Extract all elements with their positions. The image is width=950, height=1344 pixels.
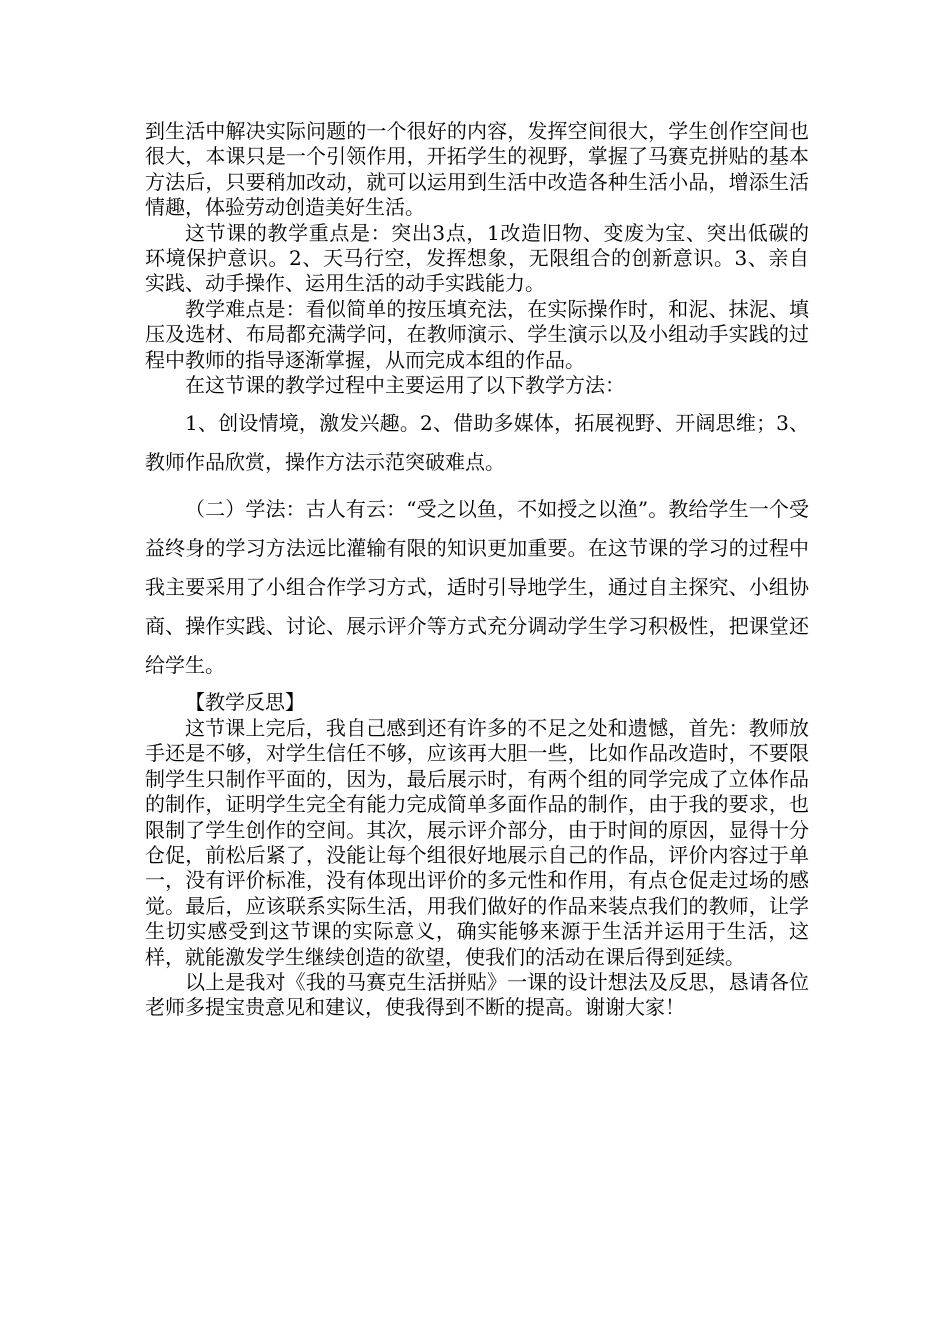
paragraph-difficulties: 教学难点是：看似简单的按压填充法，在实际操作时，和泥、抹泥、填压及选材、布局都充满学问，在教师演示、学生演示以及小组动手实践的过程中教师的指导逐渐掌握，从而完成本组的作品。 (145, 296, 809, 372)
document-body (145, 119, 809, 1021)
paragraph-learning-method: （二）学法：古人有云：“受之以鱼，不如授之以渔”。教给学生一个受益终身的学习方法远比灌输有限的知识更加重要。在这节课的学习的过程中我主要采用了小组合作学习方式，适时引导地学生，通过自主探究、小组协商、操作实践、讨论、展示评介等方式充分调动学生学习积极性，把课堂还给学生。 (145, 497, 809, 678)
paragraph-closing: 以上是我对《我的马赛克生活拼贴》一课的设计想法及反思，恳请各位老师多提宝贵意见和建议，使我得到不断的提高。谢谢大家！ (145, 969, 809, 1020)
paragraph-methods-intro: 在这节课的教学过程中主要运用了以下教学方法： (185, 373, 625, 398)
paragraph-reflection: 这节课上完后，我自己感到还有许多的不足之处和遗憾，首先：教师放手还是不够，对学生信任不够，应该再大胆一些，比如作品改造时，不要限制学生只制作平面的，因为，最后展示时，有两个组的同学完成了立体作品的制作，证明学生完全有能力完成简单多面作品的制作，由于我的要求，也限制了学生创作的空间。其次，展示评介部分，由于时间的原因，显得十分仓促，前松后紧了，没能让每个组很好地展示自己的作品，评价内容过于单一，没有评价标准，没有体现出评价的多元性和作用，有点仓促走过场的感觉。最后，应该联系实际生活，用我们做好的作品来装点我们的教师，让学生切实感受到这节课的实际意义，确实能够来源于生活并运用于生活，这样，就能激发学生继续创造的欲望，使我们的活动在课后得到延续。 (145, 715, 809, 969)
paragraph-intro: 到生活中解决实际问题的一个很好的内容，发挥空间很大，学生创作空间也很大，本课只是一个引领作用，开拓学生的视野，掌握了马赛克拼贴的基本方法后，只要稍加改动，就可以运用到生活中改造各种生活小品，增添生活情趣，体验劳动创造美好生活。 (145, 119, 809, 220)
section-heading-reflection: 【教学反思】 (185, 690, 305, 715)
paragraph-key-points: 这节课的教学重点是：突出3点，1改造旧物、变废为宝、突出低碳的环境保护意识。2、天马行空，发挥想象，无限组合的创新意识。3、亲自实践、动手操作、运用生活的动手实践能力。 (145, 220, 809, 296)
paragraph-methods-list: 1、创设情境，激发兴趣。2、借助多媒体，拓展视野、开阔思维；3、教师作品欣赏，操作方法示范突破难点。 (145, 411, 809, 475)
